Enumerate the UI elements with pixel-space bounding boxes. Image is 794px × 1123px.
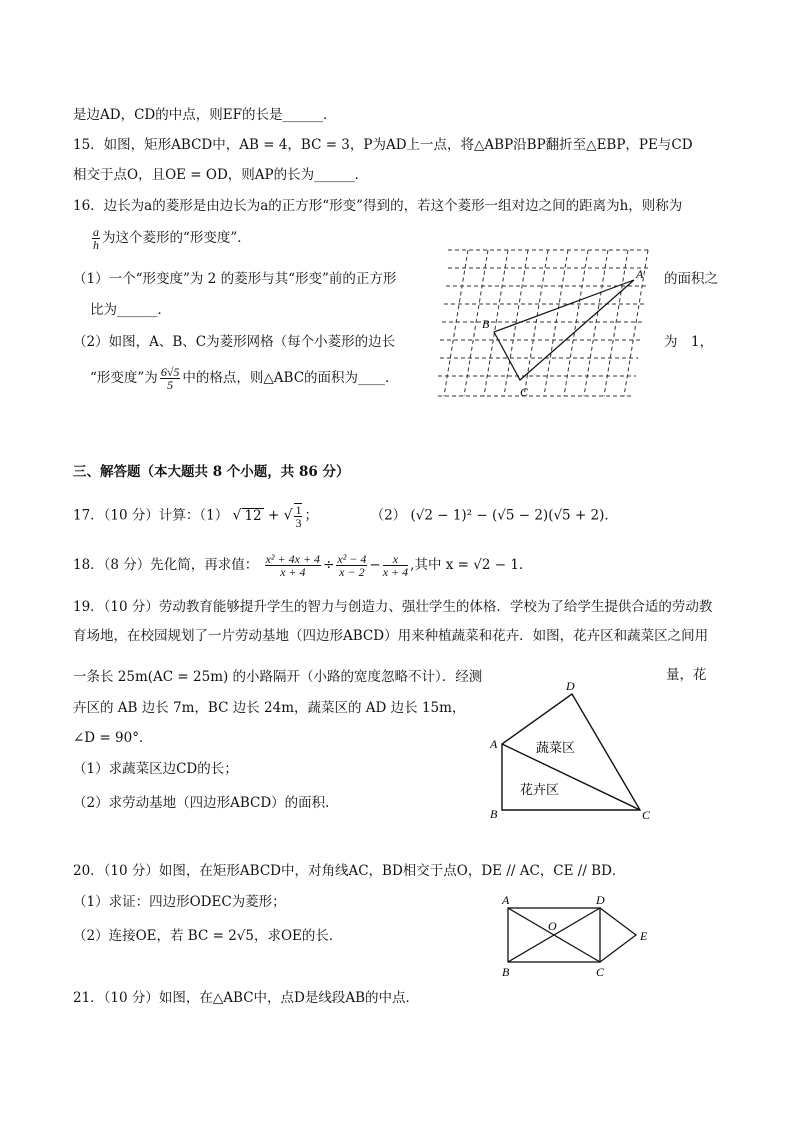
q16-part2-text: （2）如图，A、B、C为菱形网格（每个小菱形的边长 [73,334,396,350]
q20-part2: （2）连接OE，若 BC = 2√5，求OE的长． [73,928,343,944]
q16-line2-text: 为这个菱形的“形变度”． [102,230,251,246]
q19-line2: 育场地，在校园规划了一片劳动基地（四边形ABCD）用来种植蔬菜和花卉．如图，花卉区和蔬菜区之间用 [73,628,709,644]
q20-part1: （1）求证：四边形ODEC为菱形； [73,894,286,910]
q16-part1-right: 的面积之 [664,271,718,287]
q15-line1: 15．如图，矩形ABCD中，AB = 4，BC = 3，P为AD上一点，将△ABP沿BP翻折至△EBP，PE与CD [73,137,693,153]
label-a: A [502,893,510,907]
label-b: B [482,317,490,331]
q21-line: 21．（10 分）如图，在△ABC中，点D是线段AB的中点． [73,990,420,1006]
grid-lines [438,250,648,396]
label-d: D [566,679,575,693]
q16-part2-right: 为 1， [664,334,714,350]
q16-part2-line2 [90,366,399,391]
q16-line2 [90,226,251,251]
q19-line3: 一条长 25m(AC = 25m) 的小路隔开（小路的宽度忽略不计）．经测 [73,669,483,685]
sqrt-12: 12 [244,507,262,524]
six-sqrt5-over-5: $\frac{6√5}{5}$ [160,365,180,392]
q14-tail: 是边AD，CD的中点，则EF的长是______． [73,107,337,123]
lines-de-ce [600,908,636,962]
q19-angle: ∠D = 90°． [73,730,153,746]
label-e: E [640,929,648,943]
label-a: A [490,737,498,751]
vegetable-area-label: 蔬菜区 [536,740,576,755]
label-c: C [642,808,651,822]
q16-shape-degree-label: “形变度”为 [90,370,158,386]
rhombus-grid-figure [438,244,652,404]
label-c: C [596,965,605,979]
fraction-3: $\frac{x}{x + 4}$ [382,552,409,579]
q18-line: 18．（8 分）先化简，再求值： $\frac{\text{x² + 4x + 4}}{x + 4}$ ÷ $\frac{\text{x² − 4}}{x - 2}$ − $\frac{x}{x + 4}$ ,其中 x = √2 − 1． [73,552,533,579]
q20-line1: 20．（10 分）如图，在矩形ABCD中，对角线AC，BD相交于点O，DE // AC，CE // BD． [73,863,626,879]
label-a: A [636,267,644,281]
one-third-fraction: $\frac{1}{3}$ [295,503,302,530]
q19-line4: 卉区的 AB 边长 7m，BC 边长 24m，蔬菜区的 AD 边长 15m， [73,700,466,716]
q16-part2-area-text: 中的格点，则△ABC的面积为____． [182,370,399,386]
q19-part1: （1）求蔬菜区边CD的长； [73,761,238,777]
q17-part2-expr: (√2 − 1)² − (√5 − 2)(√5 + 2)． [410,507,618,524]
q19-line1: 19．（10 分）劳动教育能够提升学生的智力与创造力、强壮学生的体格．学校为了给学生提供合适的劳动教 [73,599,713,615]
a-over-h-fraction: $\frac{a}{h}$ [93,225,99,252]
flower-area-label: 花卉区 [520,782,560,797]
q18-label: 18．（8 分）先化简，再求值： [73,557,259,573]
q17-label: 17．（10 分）计算：（1） [73,507,229,524]
fraction-1: $\frac{\text{x² + 4x + 4}}{x + 4}$ [265,552,321,579]
fraction-2: $\frac{\text{x² − 4}}{x - 2}$ [337,552,367,579]
section-3-heading: 三、解答题（本大题共 8 个小题，共 86 分） [73,464,350,480]
label-b: B [490,807,498,821]
q16-part1-answer: 比为______． [90,302,171,318]
q19-line3-right: 量，花 [666,667,707,683]
q16-part1-text: （1）一个“形变度”为 2 的菱形与其“形变”前的正方形 [73,271,397,287]
label-d: D [596,893,605,907]
quadrilateral-figure [484,676,660,824]
label-o: O [548,919,557,933]
q18-value: ,其中 x = √2 − 1． [410,557,533,573]
q16-line1: 16．边长为a的菱形是由边长为a的正方形“形变”得到的，若这个菱形一组对边之间的距离为h，则称为 [73,198,683,214]
rectangle-rhombus-figure [496,892,660,982]
q19-part2: （2）求劳动基地（四边形ABCD）的面积． [73,795,339,811]
q15-line2: 相交于点O，且OE = OD，则AP的长为______． [73,167,369,183]
q17-part2-label: （2） [370,507,407,524]
sqrt-symbol: √ [232,507,242,524]
label-c: C [520,385,529,399]
q17-line: 17．（10 分）计算：（1） √ 12 + √ $\frac{1}{3}$ ； （2） (√2 − 1)² − (√5 − 2)(√5 + 2)． [73,503,618,530]
label-b: B [502,965,510,979]
sqrt-symbol-2: √ [283,507,293,524]
triangle-abc [494,280,634,380]
